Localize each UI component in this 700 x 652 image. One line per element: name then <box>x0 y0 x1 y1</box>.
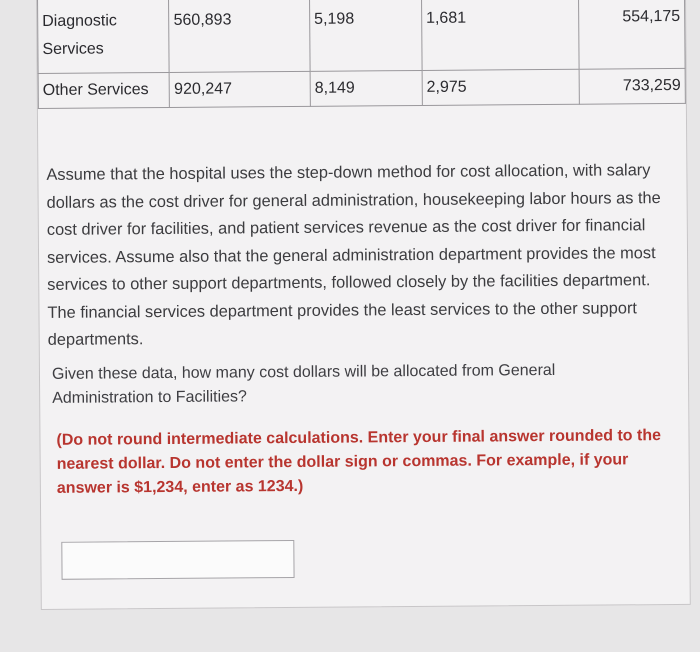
table-cell: 560,893 <box>169 0 310 72</box>
question-prompt: Given these data, how many cost dollars will be allocated from General Administration to Facilities? <box>51 361 556 407</box>
answer-instructions: (Do not round intermediate calculations. Enter your final answer rounded to the nearest dollar. Do not enter the dollar sign or commas. For example, if your answer is $1,234, enter as 1234.) <box>56 427 662 497</box>
table-cell: 2,975 <box>422 69 580 105</box>
row-label: Other Services <box>38 72 170 108</box>
row-label: Diagnostic Services <box>38 0 170 73</box>
table-cell: 554,175 <box>579 0 685 69</box>
cost-table <box>37 0 686 109</box>
table-cell: 8,149 <box>310 70 422 106</box>
table-row <box>38 68 685 108</box>
question-text: Assume that the hospital uses the step-down method for cost allocation, with salary dollars as the cost driver for general administration, housekeeping labor hours as the cost driver for facilities, and patient services revenue as the cost driver for financial services. Assume also that the general administration department provides the most services to other support departments, followed closely by the facilities department. The financial services department provides the least services to the other support departments. <box>46 161 661 349</box>
table-cell: 5,198 <box>309 0 421 71</box>
question-panel <box>36 0 691 610</box>
table-cell: 1,681 <box>421 0 579 70</box>
table-row <box>38 0 686 73</box>
table-cell: 733,259 <box>579 68 685 104</box>
table-cell: 920,247 <box>170 71 311 107</box>
answer-input[interactable] <box>61 540 294 580</box>
